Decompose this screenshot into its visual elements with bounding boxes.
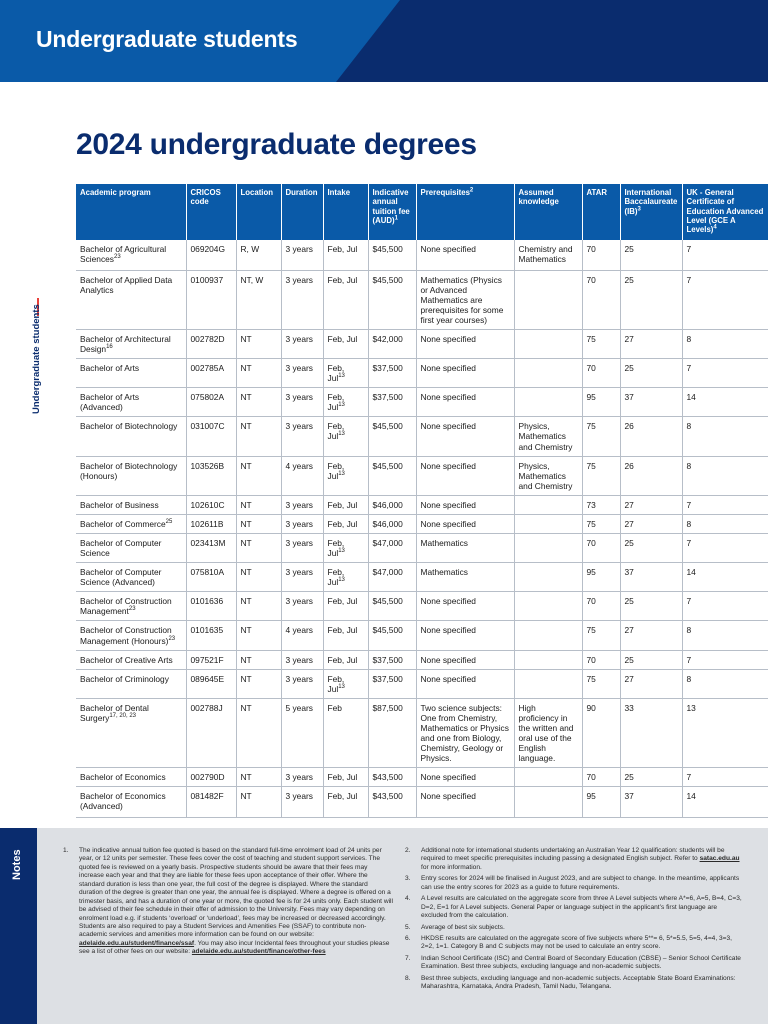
note-text: The indicative annual tuition fee quoted is based on the standard full-time enrolment load of 24 units per year, or 12 units per semester. These fees cover the cost of teaching and student support services. The quoted fee is reviewed on a yearly basis. Prospective students should be aware that their fees may increase each year and that they are liable for these fees upon acceptance of their offer. Where the standard duration is less than one year, the full cost of the degree is displayed. Where the standard duration of the degree is greater than one year, the annual fee is displayed. Where a degree is offered on a trimester basis, and has a duration of one year or more, the quoted fee is for 24 units only. Each student will be advised of their fee schedule in their offer of admission to the University. Fees may vary depending on enrolment load e.g. if students ‘overload’ or ‘underload’, fees may be increased or decreased accordingly. Students are also required to pay a Student Services and Amenities Fee (SSAF) to contribute non-academic services and amenities more information can be found on our website: adelaide.edu.au/student/finance/ssaf. You may also incur Incidental fees throughout your studies please see a list of other fees on our website: adelaide.edu.au/student/finance/other-fees	[79, 847, 393, 956]
footnote-ref: 17, 20, 23	[109, 713, 137, 720]
table-row	[76, 495, 768, 514]
fee-cell: $37,500	[368, 650, 416, 669]
note-number: 1.	[63, 847, 69, 854]
intake-cell: Feb, Jul	[323, 495, 368, 514]
note-text: A Level results are calculated on the aggregate score from three A Level subjects where A*=6, A=5, B=4, C=3, D=2, E=1 for A Level subjects. General Paper or language subject in the applicant’s first language are excluded from the calculation.	[421, 895, 742, 920]
table-header-row	[76, 184, 768, 240]
assumed-cell	[514, 669, 582, 698]
duration-cell: 3 years	[281, 650, 323, 669]
location-cell: NT	[236, 669, 281, 698]
gce-cell: 7	[682, 650, 768, 669]
location-cell: NT	[236, 417, 281, 456]
prereq-cell: None specified	[416, 669, 514, 698]
column-header: UK - General Certificate of Education Advanced Level (GCE A Levels)$^4$	[682, 184, 768, 240]
column-header: Indicative annual tuition fee (AUD)$^1$	[368, 184, 416, 240]
cricos-cell: 0101635	[186, 621, 236, 650]
cricos-cell: 023413M	[186, 533, 236, 562]
program-cell: Bachelor of Commerce$^{25}$	[76, 514, 186, 533]
program-cell: Bachelor of Biotechnology (Honours)	[76, 456, 186, 495]
gce-cell: 8	[682, 621, 768, 650]
fee-cell: $45,500	[368, 592, 416, 621]
duration-cell: 3 years	[281, 359, 323, 388]
atar-cell: 75	[582, 514, 620, 533]
note-item	[405, 847, 745, 872]
prereq-cell: None specified	[416, 417, 514, 456]
note-link: adelaide.edu.au/student/finance/ssaf	[79, 939, 195, 947]
prereq-cell: Mathematics	[416, 533, 514, 562]
atar-cell: 70	[582, 592, 620, 621]
duration-cell: 3 years	[281, 329, 323, 358]
program-cell: Bachelor of Computer Science (Advanced)	[76, 563, 186, 592]
duration-cell: 3 years	[281, 270, 323, 329]
table-row	[76, 514, 768, 533]
program-cell: Bachelor of Agricultural Sciences$^{23}$	[76, 240, 186, 270]
table-row	[76, 698, 768, 767]
prereq-cell: None specified	[416, 359, 514, 388]
location-cell: NT	[236, 359, 281, 388]
prereq-cell: None specified	[416, 388, 514, 417]
note-text: HKDSE results are calculated on the aggregate score of five subjects where 5**= 6, 5*=5.5, 5=5, 4=4, 3=3, 2=2, 1=1. Category B and C subjects may not be used to calculate an entry score.	[421, 934, 733, 951]
ib-cell: 27	[620, 495, 682, 514]
cricos-cell: 002785A	[186, 359, 236, 388]
intake-cell: Feb, Jul	[323, 270, 368, 329]
gce-cell: 8	[682, 417, 768, 456]
atar-cell: 70	[582, 240, 620, 270]
note-number: 4.	[405, 895, 411, 903]
table-row	[76, 563, 768, 592]
prereq-cell: None specified	[416, 240, 514, 270]
assumed-cell	[514, 650, 582, 669]
note-item	[405, 975, 745, 992]
prereq-cell: Mathematics	[416, 563, 514, 592]
duration-cell: 3 years	[281, 514, 323, 533]
gce-cell: 14	[682, 787, 768, 818]
notes-column-right	[405, 847, 745, 995]
cricos-cell: 103526B	[186, 456, 236, 495]
atar-cell: 75	[582, 329, 620, 358]
location-cell: NT	[236, 621, 281, 650]
atar-cell: 75	[582, 669, 620, 698]
duration-cell: 3 years	[281, 495, 323, 514]
table-row	[76, 329, 768, 358]
location-cell: R, W	[236, 240, 281, 270]
cricos-cell: 097521F	[186, 650, 236, 669]
intake-cell: Feb, Jul$^{13}$	[323, 388, 368, 417]
atar-cell: 70	[582, 270, 620, 329]
program-cell: Bachelor of Construction Management$^{23}$	[76, 592, 186, 621]
program-cell: Bachelor of Criminology	[76, 669, 186, 698]
note-number: 7.	[405, 954, 411, 962]
intake-cell: Feb, Jul	[323, 768, 368, 787]
fee-cell: $47,000	[368, 563, 416, 592]
cricos-cell: 102610C	[186, 495, 236, 514]
ib-cell: 25	[620, 270, 682, 329]
fee-cell: $46,000	[368, 514, 416, 533]
atar-cell: 75	[582, 621, 620, 650]
location-cell: NT	[236, 650, 281, 669]
ib-cell: 33	[620, 698, 682, 767]
program-cell: Bachelor of Creative Arts	[76, 650, 186, 669]
duration-cell: 5 years	[281, 698, 323, 767]
assumed-cell	[514, 787, 582, 818]
program-cell: Bachelor of Applied Data Analytics	[76, 270, 186, 329]
cricos-cell: 089645E	[186, 669, 236, 698]
table-row	[76, 768, 768, 787]
note-text: Best three subjects, excluding language and non-academic subjects. Acceptable State Board Examinations: Maharashtra, Karnataka, Andra Pradesh, Tamil Nadu, Telangana.	[421, 974, 736, 991]
intake-cell: Feb, Jul$^{13}$	[323, 456, 368, 495]
duration-cell: 3 years	[281, 240, 323, 270]
footnote-ref: 23	[168, 635, 176, 642]
cricos-cell: 002782D	[186, 329, 236, 358]
gce-cell: 13	[682, 698, 768, 767]
gce-cell: 8	[682, 669, 768, 698]
prereq-cell: None specified	[416, 592, 514, 621]
fee-cell: $45,500	[368, 270, 416, 329]
intake-cell: Feb, Jul	[323, 650, 368, 669]
intake-cell: Feb, Jul$^{13}$	[323, 669, 368, 698]
fee-cell: $45,500	[368, 621, 416, 650]
program-cell: Bachelor of Architectural Design$^{16}$	[76, 329, 186, 358]
footnote-ref: 13	[338, 470, 345, 477]
footnote-ref: 23	[113, 254, 121, 261]
fee-cell: $43,500	[368, 768, 416, 787]
prereq-cell: None specified	[416, 329, 514, 358]
note-text: Average of best six subjects.	[421, 923, 505, 931]
notes-column-left	[63, 847, 393, 960]
prereq-cell: None specified	[416, 768, 514, 787]
footnote-ref: 2	[469, 187, 474, 194]
intake-cell: Feb	[323, 698, 368, 767]
table-row	[76, 388, 768, 417]
duration-cell: 3 years	[281, 533, 323, 562]
intake-cell: Feb, Jul	[323, 240, 368, 270]
location-cell: NT	[236, 698, 281, 767]
intake-cell: Feb, Jul	[323, 592, 368, 621]
program-cell: Bachelor of Business	[76, 495, 186, 514]
ib-cell: 25	[620, 650, 682, 669]
page-header	[0, 0, 768, 82]
fee-cell: $37,500	[368, 388, 416, 417]
footnote-ref: 13	[338, 577, 345, 584]
table-row	[76, 592, 768, 621]
note-text: Entry scores for 2024 will be finalised in August 2023, and are subject to change. In the meantime, applicants can use the entry scores for 2023 as a guide to future requirements.	[421, 875, 740, 891]
column-header: Location	[236, 184, 281, 240]
note-item	[63, 847, 393, 957]
gce-cell: 7	[682, 768, 768, 787]
program-cell: Bachelor of Biotechnology	[76, 417, 186, 456]
cricos-cell: 002790D	[186, 768, 236, 787]
note-item	[405, 955, 745, 972]
degrees-table	[76, 184, 768, 818]
fee-cell: $42,000	[368, 329, 416, 358]
assumed-cell	[514, 621, 582, 650]
duration-cell: 3 years	[281, 417, 323, 456]
location-cell: NT	[236, 787, 281, 818]
assumed-cell: High proficiency in the written and oral use of the English language.	[514, 698, 582, 767]
intake-cell: Feb, Jul$^{13}$	[323, 417, 368, 456]
fee-cell: $46,000	[368, 495, 416, 514]
assumed-cell	[514, 563, 582, 592]
gce-cell: 7	[682, 495, 768, 514]
intake-cell: Feb, Jul	[323, 787, 368, 818]
footnote-ref: 13	[338, 402, 345, 409]
fee-cell: $87,500	[368, 698, 416, 767]
location-cell: NT	[236, 514, 281, 533]
header-title: Undergraduate students	[36, 26, 298, 52]
program-cell: Bachelor of Economics	[76, 768, 186, 787]
cricos-cell: 0101636	[186, 592, 236, 621]
cricos-cell: 0100937	[186, 270, 236, 329]
assumed-cell	[514, 768, 582, 787]
ib-cell: 37	[620, 388, 682, 417]
ib-cell: 27	[620, 621, 682, 650]
ib-cell: 37	[620, 563, 682, 592]
location-cell: NT	[236, 329, 281, 358]
assumed-cell	[514, 514, 582, 533]
gce-cell: 8	[682, 456, 768, 495]
assumed-cell: Physics, Mathematics and Chemistry	[514, 456, 582, 495]
ib-cell: 37	[620, 787, 682, 818]
gce-cell: 14	[682, 563, 768, 592]
location-cell: NT	[236, 563, 281, 592]
prereq-cell: None specified	[416, 456, 514, 495]
footnote-ref: 23	[128, 606, 136, 613]
intake-cell: Feb, Jul$^{13}$	[323, 359, 368, 388]
table-row	[76, 669, 768, 698]
footnote-ref: 16	[106, 344, 113, 351]
ib-cell: 26	[620, 417, 682, 456]
ib-cell: 25	[620, 359, 682, 388]
footnote-ref: 13	[338, 373, 345, 380]
duration-cell: 3 years	[281, 592, 323, 621]
assumed-cell: Chemistry and Mathematics	[514, 240, 582, 270]
location-cell: NT, W	[236, 270, 281, 329]
location-cell: NT	[236, 533, 281, 562]
table-row	[76, 533, 768, 562]
fee-cell: $45,500	[368, 240, 416, 270]
assumed-cell: Physics, Mathematics and Chemistry	[514, 417, 582, 456]
table-row	[76, 417, 768, 456]
intake-cell: Feb, Jul	[323, 329, 368, 358]
ib-cell: 26	[620, 456, 682, 495]
prereq-cell: None specified	[416, 621, 514, 650]
table-row	[76, 359, 768, 388]
note-item	[405, 935, 745, 952]
note-link: adelaide.edu.au/student/finance/other-fees	[191, 948, 326, 956]
location-cell: NT	[236, 388, 281, 417]
location-cell: NT	[236, 456, 281, 495]
note-item	[405, 895, 745, 920]
assumed-cell	[514, 270, 582, 329]
table-row	[76, 240, 768, 270]
assumed-cell	[514, 388, 582, 417]
gce-cell: 7	[682, 240, 768, 270]
footnote-ref: 13	[338, 431, 345, 438]
program-cell: Bachelor of Arts (Advanced)	[76, 388, 186, 417]
prereq-cell: Two science subjects: One from Chemistry, Mathematics or Physics and one from Biology, Chemistry, Geology or Physics.	[416, 698, 514, 767]
fee-cell: $47,000	[368, 533, 416, 562]
footnote-ref: 13	[338, 548, 345, 555]
table-row	[76, 270, 768, 329]
atar-cell: 70	[582, 650, 620, 669]
column-header: CRICOS code	[186, 184, 236, 240]
ib-cell: 27	[620, 669, 682, 698]
assumed-cell	[514, 495, 582, 514]
note-number: 6.	[405, 934, 411, 942]
assumed-cell	[514, 592, 582, 621]
prereq-cell: None specified	[416, 495, 514, 514]
column-header: International Baccalaureate (IB)$^3$	[620, 184, 682, 240]
intake-cell: Feb, Jul	[323, 514, 368, 533]
column-header: Prerequisites$^2$	[416, 184, 514, 240]
program-cell: Bachelor of Computer Science	[76, 533, 186, 562]
gce-cell: 8	[682, 514, 768, 533]
assumed-cell	[514, 359, 582, 388]
location-cell: NT	[236, 592, 281, 621]
gce-cell: 8	[682, 329, 768, 358]
atar-cell: 73	[582, 495, 620, 514]
table-row	[76, 650, 768, 669]
assumed-cell	[514, 533, 582, 562]
duration-cell: 4 years	[281, 621, 323, 650]
fee-cell: $45,500	[368, 417, 416, 456]
side-section-label: Undergraduate students	[31, 304, 42, 414]
cricos-cell: 075810A	[186, 563, 236, 592]
gce-cell: 7	[682, 270, 768, 329]
prereq-cell: Mathematics (Physics or Advanced Mathematics are prerequisites for some first year courses)	[416, 270, 514, 329]
duration-cell: 3 years	[281, 563, 323, 592]
location-cell: NT	[236, 495, 281, 514]
cricos-cell: 075802A	[186, 388, 236, 417]
atar-cell: 70	[582, 768, 620, 787]
prereq-cell: None specified	[416, 514, 514, 533]
note-number: 5.	[405, 923, 411, 931]
ib-cell: 27	[620, 514, 682, 533]
footnote-ref: 1	[394, 215, 398, 222]
table-row	[76, 787, 768, 818]
program-cell: Bachelor of Arts	[76, 359, 186, 388]
program-cell: Bachelor of Construction Management (Honours)$^{23}$	[76, 621, 186, 650]
column-header: Academic program	[76, 184, 186, 240]
location-cell: NT	[236, 768, 281, 787]
cricos-cell: 069204G	[186, 240, 236, 270]
atar-cell: 95	[582, 787, 620, 818]
prereq-cell: None specified	[416, 787, 514, 818]
fee-cell: $37,500	[368, 359, 416, 388]
note-number: 2.	[405, 847, 411, 854]
intake-cell: Feb, Jul	[323, 621, 368, 650]
column-header: Intake	[323, 184, 368, 240]
duration-cell: 3 years	[281, 768, 323, 787]
column-header: ATAR	[582, 184, 620, 240]
program-cell: Bachelor of Dental Surgery$^{17, 20, 23}$	[76, 698, 186, 767]
assumed-cell	[514, 329, 582, 358]
intake-cell: Feb, Jul$^{13}$	[323, 563, 368, 592]
note-text: Indian School Certificate (ISC) and Central Board of Secondary Education (CBSE) – Senior School Certificate Examination. Best three subjects, excluding language and non-academic subjects.	[421, 954, 741, 971]
footnote-ref: 3	[637, 206, 641, 213]
ib-cell: 25	[620, 533, 682, 562]
note-number: 3.	[405, 875, 411, 883]
ib-cell: 27	[620, 329, 682, 358]
note-number: 8.	[405, 974, 411, 982]
gce-cell: 7	[682, 359, 768, 388]
ib-cell: 25	[620, 768, 682, 787]
atar-cell: 90	[582, 698, 620, 767]
atar-cell: 95	[582, 563, 620, 592]
note-link: satac.edu.au	[699, 855, 740, 863]
gce-cell: 14	[682, 388, 768, 417]
duration-cell: 3 years	[281, 787, 323, 818]
footnote-ref: 25	[165, 519, 173, 526]
atar-cell: 70	[582, 533, 620, 562]
prereq-cell: None specified	[416, 650, 514, 669]
duration-cell: 3 years	[281, 388, 323, 417]
program-cell: Bachelor of Economics (Advanced)	[76, 787, 186, 818]
cricos-cell: 031007C	[186, 417, 236, 456]
table-row	[76, 456, 768, 495]
column-header: Duration	[281, 184, 323, 240]
gce-cell: 7	[682, 592, 768, 621]
cricos-cell: 002788J	[186, 698, 236, 767]
notes-label: Notes	[11, 849, 23, 880]
atar-cell: 70	[582, 359, 620, 388]
note-text: Additional note for international students undertaking an Australian Year 12 qualification: students will be required to meet specific prerequisites including passing a designated English subject. Refer to satac.edu.au for more information.	[421, 847, 740, 871]
atar-cell: 95	[582, 388, 620, 417]
footnote-ref: 4	[713, 224, 717, 231]
intake-cell: Feb, Jul$^{13}$	[323, 533, 368, 562]
page-title: 2024 undergraduate degrees	[76, 128, 477, 161]
fee-cell: $45,500	[368, 456, 416, 495]
duration-cell: 4 years	[281, 456, 323, 495]
table-row	[76, 621, 768, 650]
ib-cell: 25	[620, 592, 682, 621]
ib-cell: 25	[620, 240, 682, 270]
cricos-cell: 081482F	[186, 787, 236, 818]
note-item	[405, 924, 745, 932]
atar-cell: 75	[582, 417, 620, 456]
fee-cell: $43,500	[368, 787, 416, 818]
footnote-ref: 13	[338, 683, 345, 690]
cricos-cell: 102611B	[186, 514, 236, 533]
gce-cell: 7	[682, 533, 768, 562]
fee-cell: $37,500	[368, 669, 416, 698]
note-item	[405, 875, 745, 892]
column-header: Assumed knowledge	[514, 184, 582, 240]
duration-cell: 3 years	[281, 669, 323, 698]
atar-cell: 75	[582, 456, 620, 495]
